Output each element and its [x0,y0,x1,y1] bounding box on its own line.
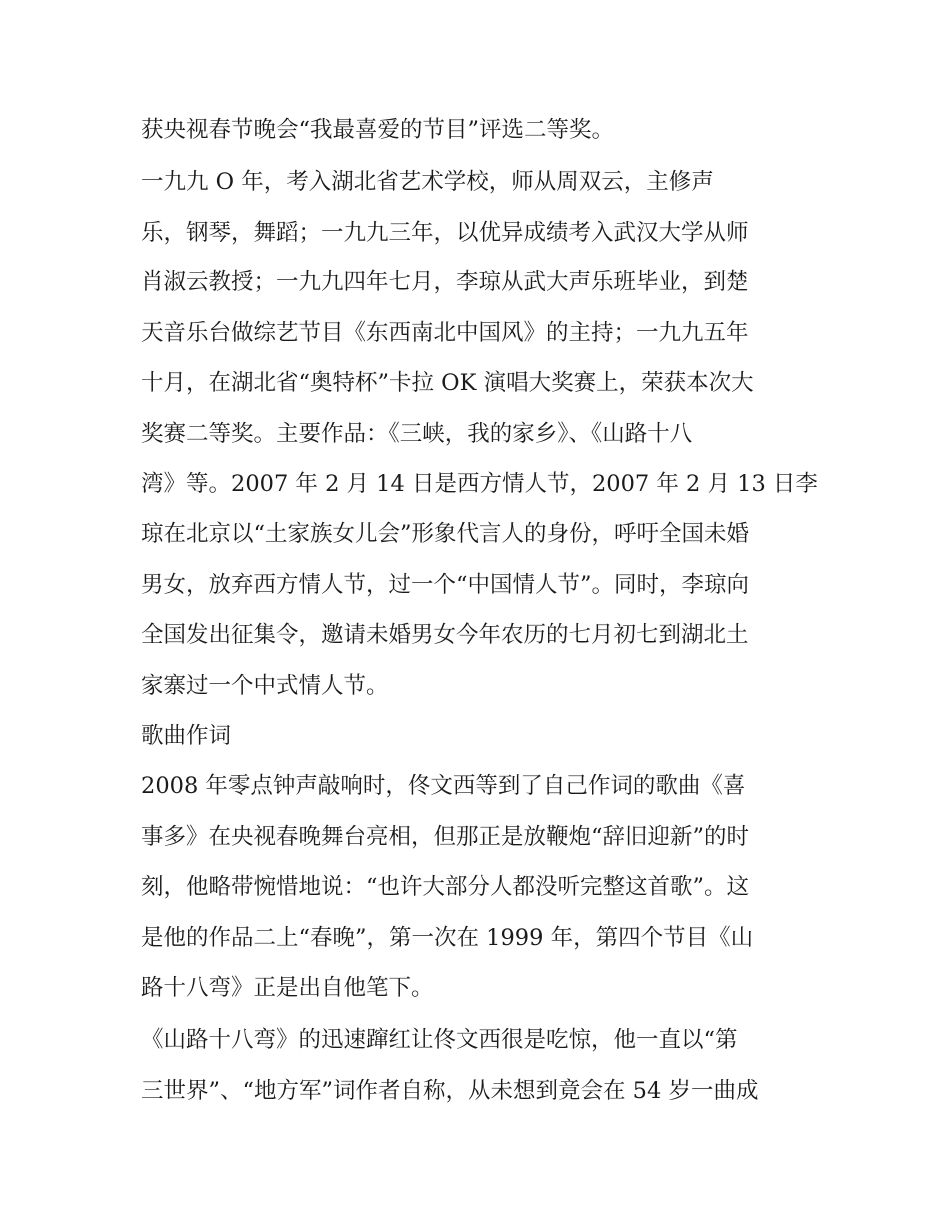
section-heading: 歌曲作词 [141,723,232,749]
text-line: 事多》在央视春晚舞台亮相，但那正是放鞭炮“辞旧迎新”的时 [141,824,750,850]
text-line: 肖淑云教授；一九九四年七月，李琼从武大声乐班毕业，到楚 [141,269,749,295]
text-line: 获央视春节晚会“我最喜爱的节目”评选二等奖。 [141,117,615,143]
text-line: 乐，钢琴，舞蹈；一九九三年，以优异成绩考入武汉大学从师 [141,220,749,246]
text-line: 天音乐台做综艺节目《东西南北中国风》的主持；一九九五年 [141,320,749,346]
text-line: 家寨过一个中式情人节。 [141,673,389,699]
text-line: 湾》等。2007 年 2 月 14 日是西方情人节，2007 年 2 月 13 日李 [141,471,818,497]
text-line: 刻，他略带惋惜地说：“也许大部分人都没听完整这首歌”。这 [141,874,750,900]
text-line: 三世界”、“地方军”词作者自称，从未想到竟会在 54 岁一曲成 [141,1078,759,1104]
text-line: 男女，放弃西方情人节，过一个“中国情人节”。同时，李琼向 [141,572,750,598]
text-line: 奖赛二等奖。主要作品：《三峡，我的家乡》、《山路十八 [141,421,693,447]
text-line: 是他的作品二上“春晚”，第一次在 1999 年，第四个节目《山 [141,925,754,951]
text-line: 十月，在湖北省“奥特杯”卡拉 OK 演唱大奖赛上，荣获本次大 [141,370,754,396]
text-line: 2008 年零点钟声敲响时，佟文西等到了自己作词的歌曲《喜 [141,773,746,799]
text-line: 一九九 O 年，考入湖北省艺术学校，师从周双云，主修声 [141,169,714,195]
text-line: 《山路十八弯》的迅速蹿红让佟文西很是吃惊，他一直以“第 [141,1027,738,1053]
text-line: 路十八弯》正是出自他笔下。 [141,975,434,1001]
text-line: 全国发出征集令，邀请未婚男女今年农历的七月初七到湖北土 [141,622,749,648]
text-line: 琼在北京以“土家族女儿会”形象代言人的身份，呼吁全国未婚 [141,521,750,547]
